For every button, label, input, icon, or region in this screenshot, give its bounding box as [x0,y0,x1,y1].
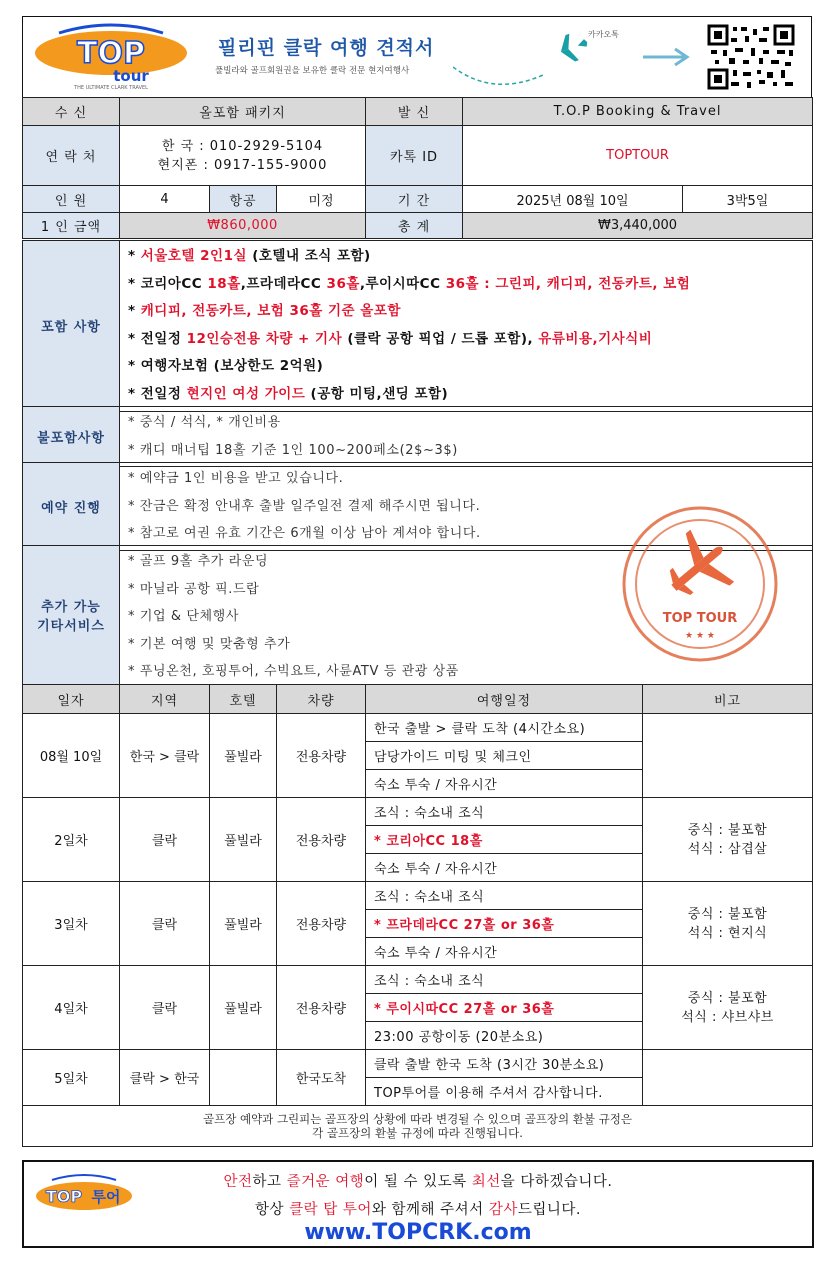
footer-slogan-text: 드립니다. [517,1202,581,1218]
schedule-item: 클락 출발 한국 도착 (3시간 30분소요) [366,1050,643,1078]
schedule-item: 조식 : 숙소내 조식 [366,798,643,826]
schedule-item: 숙소 투숙 / 자유시간 [366,938,643,966]
footer-slogan-text: 최선 [471,1174,501,1190]
included-text: * 여행자보험 (보상한도 2억원) [128,358,324,375]
schedule-header-region: 지역 [120,685,210,714]
footer-slogan-line2 [24,1198,812,1219]
extra-line: * 기본 여행 및 맞춤형 추가 [128,636,291,652]
schedule-note [643,882,813,966]
booking-line: * 참고로 여권 유효 기간은 6개월 이상 남아 계셔야 합니다. [128,526,481,542]
kakao-id-label: 카톡 ID [366,126,463,186]
schedule-note-line: 중식 : 불포함 [687,822,768,838]
schedule-hotel: 풀빌라 [210,798,277,882]
schedule-item: * 코리아CC 18홀 [366,826,643,854]
schedule-note-line: 석식 : 샤브샤브 [681,1009,774,1025]
schedule-header-hotel: 호텔 [210,685,277,714]
included-text: * 코리아CC [128,275,208,292]
nights-value: 3박5일 [683,186,813,213]
schedule-car: 전용차량 [277,798,366,882]
airplane-decoration-icon [453,27,693,87]
excluded-label: 불포함사항 [23,407,120,467]
schedule-day: 2일차 [23,798,120,882]
included-lines [120,241,813,412]
document-subtitle: 풀빌라와 골프회원권을 보유한 클락 전문 현지여행사 [215,66,410,76]
extra-line: * 기업 & 단체행사 [128,609,239,625]
schedule-header-itinerary: 여행일정 [366,685,643,714]
booking-line: * 예약금 1인 비용을 받고 있습니다. [128,471,344,486]
schedule-region: 클락 [120,882,210,966]
top-tour-logo [31,23,191,91]
schedule-row [23,966,813,994]
footer-slogan-text: 항상 [255,1202,290,1218]
included-text: ,루이시따CC [359,275,446,292]
schedule-region: 클락 > 한국 [120,1050,210,1106]
sender-label: 발 신 [366,98,463,126]
schedule-car: 전용차량 [277,882,366,966]
included-line [128,381,812,409]
booking-label: 예약 진행 [23,463,120,551]
per-person-label: 1 인 금액 [23,213,120,239]
schedule-note-line: 석식 : 삼겹살 [687,841,768,857]
schedule-header-car: 차량 [277,685,366,714]
footer-slogan-text: 와 함께해 주셔서 [371,1202,489,1218]
schedule-row [23,714,813,742]
schedule-item: * 루이시따CC 27홀 or 36홀 [366,994,643,1022]
included-text: 유류비용,기사식비 [538,330,653,347]
schedule-note [643,714,813,798]
stamp-text: TOP TOUR [662,611,738,626]
extra-line: * 마닐라 공항 픽.드랍 [128,581,260,597]
schedule-region: 클락 [120,966,210,1050]
schedule-hotel: 풀빌라 [210,966,277,1050]
qr-code-icon [707,24,795,90]
logo-sub-text: tour [113,67,149,85]
included-line [128,298,812,326]
recipient-label: 수 신 [23,98,120,126]
included-text: 18홀 [207,275,241,292]
extra-line: * 골프 9홀 추가 라운딩 [128,554,269,569]
stamp-stars-icon: ★ ★ ★ [685,631,715,641]
schedule-header-date: 일자 [23,685,120,714]
contact-value [120,126,366,186]
footer-slogan-text: 이 될 수 있도록 [364,1174,472,1190]
schedule-item: 23:00 공항이동 (20분소요) [366,1022,643,1050]
logo-main-text: TOP [77,36,145,71]
schedule-hotel: 풀빌라 [210,882,277,966]
schedule-note [643,1050,813,1106]
extra-line: * 푸닝온천, 호핑투어, 수빅요트, 사륜ATV 등 관광 상품 [128,664,459,680]
schedule-item: 숙소 투숙 / 자유시간 [366,854,643,882]
airline-value: 미정 [277,186,366,213]
included-text: 36홀 [326,275,360,292]
schedule-region: 한국 > 클락 [120,714,210,798]
included-line [128,326,812,354]
included-text: 서울호텔 2인1실 [140,248,247,264]
footer-slogan-text: 감사 [488,1202,518,1218]
schedule-note [643,966,813,1050]
included-line [128,243,812,271]
footer-slogan-text: 안전 [223,1174,253,1190]
excluded-section [22,406,813,467]
contact-label: 연 락 처 [23,126,120,186]
schedule-note-line: 중식 : 불포함 [687,990,768,1006]
footer-slogan-text: 하고 [252,1174,287,1190]
people-value: 4 [120,186,210,213]
schedule-item: TOP투어를 이용해 주셔서 감사합니다. [366,1078,643,1106]
schedule-item: 담당가이드 미팅 및 체크인 [366,742,643,770]
kakao-id-value: TOPTOUR [463,126,813,186]
booking-line: * 잔금은 확정 안내후 출발 일주일전 결제 해주시면 됩니다. [128,498,481,514]
included-label: 포함 사항 [23,241,120,412]
extra-label-line2: 기타서비스 [37,618,105,634]
top-tour-stamp-icon [620,504,780,664]
excluded-line: * 중식 / 석식, * 개인비용 [128,415,281,430]
phone-local: 현지폰 : 0917-155-9000 [157,157,328,173]
kakao-label: 카카오톡 [588,30,619,39]
footer-slogan-text: 클락 탑 투어 [289,1202,372,1218]
footer-logo-text2: 투어 [91,1188,121,1206]
document-footer [22,1160,814,1248]
schedule-hotel [210,1050,277,1106]
period-label: 기 간 [366,186,463,213]
schedule-footnote [23,1106,813,1147]
schedule-item: 조식 : 숙소내 조식 [366,966,643,994]
included-text: (클락 공항 픽업 / 드롭 포함), [342,330,539,347]
footnote-line: 골프장 예약과 그린피는 골프장의 상황에 따라 변경될 수 있으며 골프장의 환불 규정은 [202,1112,633,1126]
schedule-table [22,684,813,1147]
included-text: 캐디피, 전동카트, 보험 36홀 기준 올포함 [140,303,401,320]
included-text: (공항 미팅,샌딩 포함) [305,385,449,402]
schedule-note-line: 석식 : 현지식 [687,925,768,941]
included-section [22,240,813,412]
schedule-car: 한국도착 [277,1050,366,1106]
included-text: 36홀 : 그린피, 캐디피, 전동카트, 보험 [445,275,691,292]
schedule-region: 클락 [120,798,210,882]
schedule-car: 전용차량 [277,714,366,798]
schedule-day: 3일차 [23,882,120,966]
info-table [22,97,813,239]
schedule-day: 4일차 [23,966,120,1050]
schedule-row [23,1050,813,1078]
included-line [128,353,812,381]
footer-logo-text: TOP [45,1187,83,1206]
excluded-line: * 캐디 매너팁 18홀 기준 1인 100~200페소(2$~3$) [128,442,458,458]
schedule-note [643,798,813,882]
schedule-item: 조식 : 숙소내 조식 [366,882,643,910]
airline-label: 항공 [210,186,277,213]
phone-korea: 한 국 : 010-2929-5104 [161,138,324,154]
footer-slogan-text: 즐거운 여행 [286,1174,365,1190]
included-text: 현지인 여성 가이드 [186,385,306,402]
schedule-note-line: 중식 : 불포함 [687,906,768,922]
schedule-item: 한국 출발 > 클락 도착 (4시간소요) [366,714,643,742]
footnote-line: 각 골프장의 환불 규정에 따라 진행됩니다. [312,1126,523,1140]
total-value: ₩3,440,000 [463,213,813,239]
schedule-row [23,882,813,910]
schedule-item: 숙소 투숙 / 자유시간 [366,770,643,798]
sender-value: T.O.P Booking & Travel [463,98,813,126]
schedule-header-note: 비고 [643,685,813,714]
included-line [128,271,812,299]
extra-label [23,546,120,689]
included-text: (호텔내 조식 포함) [247,248,371,264]
date-value: 2025년 08월 10일 [463,186,683,213]
included-text: 12인승전용 차량 + 기사 [186,330,343,347]
schedule-row [23,798,813,826]
schedule-day: 08월 10일 [23,714,120,798]
footer-slogan-text: 을 다하겠습니다. [500,1174,613,1190]
included-text: * [128,303,141,320]
people-label: 인 원 [23,186,120,213]
extra-label-line1: 추가 가능 [41,599,101,615]
included-text: * 전일정 [128,385,187,402]
logo-tagline: THE ULTIMATE CLARK TRAVEL [74,85,148,91]
schedule-day: 5일차 [23,1050,120,1106]
schedule-item: * 프라데라CC 27홀 or 36홀 [366,910,643,938]
included-text: * [128,248,141,264]
total-label: 총 계 [366,213,463,239]
website-link[interactable]: www.TOPCRK.com [304,1220,532,1245]
schedule-car: 전용차량 [277,966,366,1050]
document-title: 필리핀 클락 여행 견적서 [218,37,435,59]
document-header [22,16,812,98]
included-text: * 전일정 [128,330,187,347]
schedule-hotel: 풀빌라 [210,714,277,798]
excluded-lines [120,407,813,467]
per-person-value: ₩860,000 [120,213,366,239]
recipient-value: 올포함 패키지 [120,98,366,126]
included-text: ,프라데라CC [240,275,327,292]
footer-slogan-line1 [24,1170,812,1191]
